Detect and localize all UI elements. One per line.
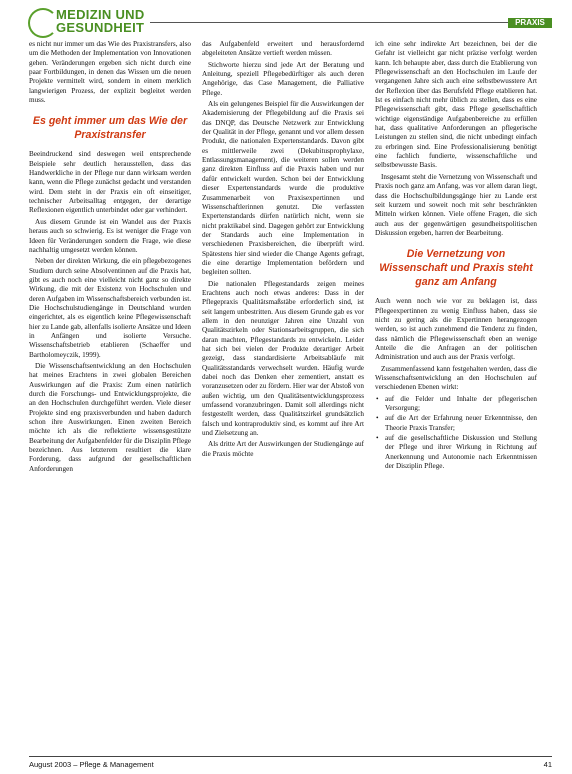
logo-line1: MEDIZIN UND bbox=[56, 7, 145, 22]
column-3 bbox=[375, 40, 537, 472]
paragraph: Insgesamt steht die Vernetzung von Wissenschaft und Praxis noch ganz am Anfang, was vor allem daran liegt, dass die Hochschulbildungsgänge hier zu Lande erst seit kurzem und soweit noch mit sehr beschränkten Mitteln wirken können. Viele offene Fragen, die sich auch aus der gegenwärtigen gesundheitspolitischen Diskussion ergeben, harren der Bearbeitung. bbox=[375, 172, 537, 237]
intro-paragraph: es nicht nur immer um das Wie des Praxistransfers, also um die Methoden der Implementation von Innovationen gehen. Veränderungen ergeben sich nicht durch eine paar Fortbildungen, in denen das Wissen um die neuen Projekte vermittelt wird, sondern in einem merklich langwierigen Prozess, der explizit begleitet werden muss. bbox=[29, 40, 191, 105]
paragraph: ich eine sehr indirekte Art bezeichnen, bei der die Gefahr ist vielleicht gar nicht präzise verfolgt werden kann. Ich behaupte aber, dass durch die Etablierung von Pflegewissenschaft an den Hochschulen im Laufe der vergangenen Jahre sich auch eine selbstbewusstere Art der Reflexion über das Berufsfeld Pflege etablieren hat. Ist es einfach nicht mehr üblich zu stellen, dass es eine Pflegewissenschaft gibt, dass Pflege gesellschaftlich wichtige eigenständige Aufgabenbereiche zu erfüllen hat, dass qualitative Anforderungen an pflegerische Leistungen zu stellen sind, die nicht unbedingt einfach zu erbringen sind. Eine Professionalisierung benötigt eine fachlich fundierte, wissenschaftliche und selbstbewusste Basis. bbox=[375, 40, 537, 170]
list-item: • auf die gesellschaftliche Diskussion und Stellung der Pflege und ihrer Wirkung in Richtung auf Anerkennung und Autonomie nach Erkenntnissen der Disziplin Pflege. bbox=[385, 434, 537, 471]
list-item: • auf die Felder und Inhalte der pflegerischen Versorgung; bbox=[385, 395, 537, 414]
column-2 bbox=[202, 40, 364, 461]
paragraph: Auch wenn noch wie vor zu beklagen ist, dass Pflegeexpertinnen zu wenig Einfluss haben, dass sie nicht zu gering als die Expertinnen herangezogen werden, so ist auch zunehmend die Tendenz zu finden, dass nämlich die Pflegewissenschaft eben an wenige Anteile die die Anfragen an der politischen Administration und auch aus der Praxis verfolgt. bbox=[375, 297, 537, 362]
page-number: 41 bbox=[543, 760, 552, 769]
list-item: • auf die Art der Erfahrung neuer Erkenntnisse, den Theorie Praxis Transfer; bbox=[385, 414, 537, 433]
paragraph: Beeindruckend sind deswegen weil entsprechende Beispiele sehr deutlich herausstellen, dass das Handwerkliche in der Pflege nur dann wirksam werden kann, wenn die Pflege zunächst gedacht und verstanden wird. Dem steht in der Praxis ein oft einseitiger, technischer Arbeitsalltag entgegen, der derartige Reflexionen eigentlich unterbindet oder gar verhindert. bbox=[29, 150, 191, 215]
footer-publication: August 2003 – Pflege & Management bbox=[29, 760, 154, 769]
paragraph: das Aufgabenfeld erweitert und herausfordernd abgeleiteten Ansätze vertieft werden müssen. bbox=[202, 40, 364, 58]
column-1 bbox=[29, 40, 191, 476]
page-footer bbox=[0, 756, 572, 774]
section-heading-1: Es geht immer um das Wie der Praxistransfer bbox=[32, 115, 188, 142]
footer-rule bbox=[29, 756, 552, 757]
paragraph: Aus diesem Grunde ist ein Wandel aus der Praxis heraus auch so schwierig. Es ist weniger die Frage von Ideen für Veränderungen sondern die Frage, wie diese nachhaltig umgesetzt werden können. bbox=[29, 217, 191, 254]
section-heading-2: Die Vernetzung von Wissenschaft und Praxis steht ganz am Anfang bbox=[379, 248, 533, 289]
summary-bullet-list bbox=[375, 395, 537, 472]
paragraph: Als ein gelungenes Beispiel für die Auswirkungen der Akademisierung der Pflegebildung auf die Praxis sei das DNQP, das Deutsche Netzwerk zur Entwicklung der Qualität in der Pflege, genannt und vor allem dessen Produkt, die nationalen Expertenstandards. Davon gibt es mittlerweile zwei (Dekubitusprophylaxe, Entlassungsmanagement), die weiteren sollen werden ganz direkten Einfluss auf die Praxis haben und nur dafür entwickelt wurden. Schon bei der Entwicklung dieser Expertenstandards wurde die produktive Zusammenarbeit von Praxisexpertinnen und Wissenschaftlerinnen genutzt. Die verfassten Expertenstandards dürfen natürlich nicht, wenn sie nicht praktikabel sind. Dagegen gehört zur Entwicklung der Standards auch eine Implementation in verschiedenen Praxisbereichen, die überprüft wird. Spätestens hier sind wieder die Change Agents gefragt, die eine derartige Implementation befördern und begleiten sollten. bbox=[202, 100, 364, 277]
header-bar bbox=[0, 18, 572, 28]
section-tag: PRAXIS bbox=[508, 18, 552, 28]
logo-line2: GESUNDHEIT bbox=[56, 20, 145, 35]
paragraph: Zusammenfassend kann festgehalten werden, dass die Wissenschaftsentwicklung an den Hochschulen auf verschiedenen Ebenen wirkt: bbox=[375, 364, 537, 392]
header-rule bbox=[150, 22, 508, 23]
paragraph: Als dritte Art der Auswirkungen der Studiengänge auf die Praxis möchte bbox=[202, 440, 364, 458]
paragraph: Neben der direkten Wirkung, die ein pflegebezogenes Studium durch seine Absolventinnen auf die Praxis hat, gibt es auch noch eine vielleicht nicht ganz so direkte Wirkung, die mit der Existenz von Hochschulen und deren Aufgaben im Wissenschaftsbereich verbunden ist. Die Hochschulstudiengänge in Deutschland wurden eingerichtet, als es eigentlich keine Pflegewissenschaft hier zu Lande gab, allenfalls isolierte Ansätze und Ideen in Anfängen und isolierte Versuche. Wissenschaftsbetrieb etablieren (Schaeffer und Bartholomeyczik, 1999). bbox=[29, 257, 191, 359]
paragraph: Stichworte hierzu sind jede Art der Beratung und Anleitung, speziell Pflegebedürftiger als auch deren Angehörige, das Case Management, die Palliative Pflege. bbox=[202, 60, 364, 97]
paragraph: Die nationalen Pflegestandards zeigen meines Erachtens auch noch etwas anderes: Dass in der Pflegepraxis Qualitätsmaßstäbe erforderlich sind, ist seit langem unbestritten. Aus diesem Grunde gab es vor allem in den neunziger Jahren eine Unzahl von Qualitätszirkeln oder Stationsarbeitsgruppen, die sich daran machten, Pflegestandards zu entwickeln. Leider hat sich bei vielen der Produkte derartiger Arbeit gezeigt, dass standardisierte Arbeitsabläufe mit Qualitätsstandards verwechselt wurden. Häufig wurde dabei noch das Denken eher zementiert, anstatt es voranzusetzen oder zu fördern. Hier war der Abstoß von außen wichtig, um den Qualitätsentwicklungsprozess umfassend voranzubringen. Damit soll allerdings nicht festgestellt werden, dass Qualitätszirkel grundsätzlich falsch und kontraproduktiv sind, es kommt auf ihre Art und Zielsetzung an. bbox=[202, 279, 364, 438]
paragraph: Die Wissenschaftsentwicklung an den Hochschulen hat meines Erachtens in zwei globalen Bereichen Auswirkungen auf die Praxis: Zum einen natürlich durch die Forschungs- und Entwicklungsprojekte, die an den Hochschulen durchgeführt werden. Viele dieser Projekte sind eng praxisverbunden und haben dadurch schon ihre Auswirkungen. Einen zweiten Bereich möchte ich als die reflektierte wissensgestützte Bearbeitung der Aufgabenfelder für die Disziplin Pflege bezeichnen. Aus letzterem resultiert die klare Forderung, dass aufgrund der gesellschaftlichen Anforderungen bbox=[29, 361, 191, 473]
